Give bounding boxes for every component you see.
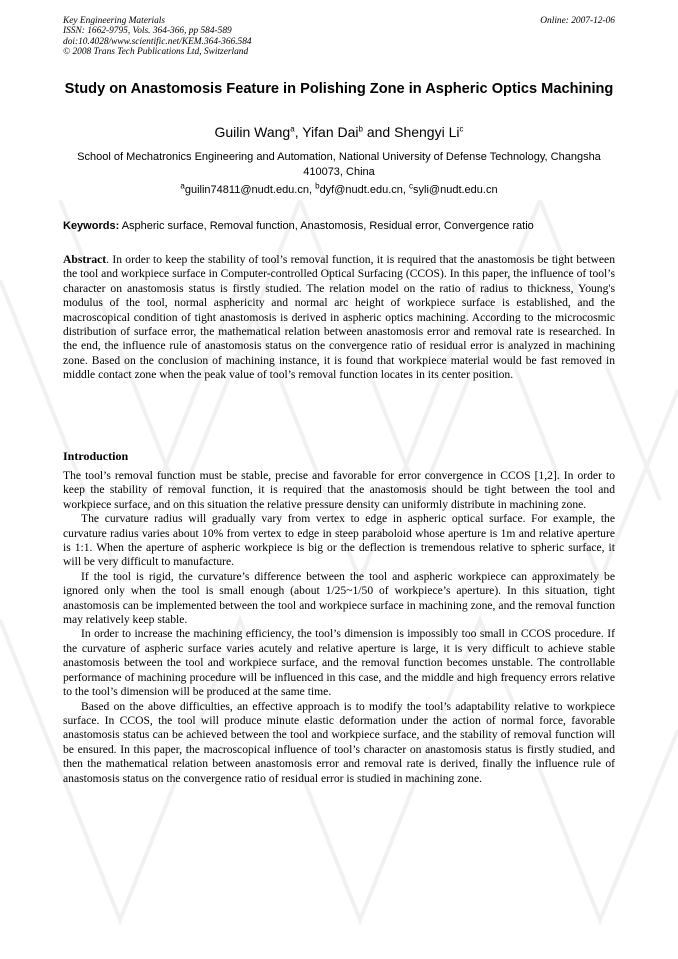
introduction-body bbox=[63, 469, 615, 786]
email-mark: b bbox=[315, 181, 320, 191]
keywords-label: Keywords: bbox=[63, 220, 120, 232]
email-address: dyf@nudt.edu.cn bbox=[319, 184, 403, 196]
author-name: Shengyi Li bbox=[394, 124, 460, 140]
author-emails bbox=[63, 181, 615, 196]
author-list bbox=[63, 124, 615, 140]
author-name: Guilin Wang bbox=[214, 124, 291, 140]
email-address: guilin74811@nudt.edu.cn bbox=[184, 184, 309, 196]
online-date: Online: 2007-12-06 bbox=[540, 16, 615, 26]
author-affiliation-mark: c bbox=[459, 124, 464, 134]
paper-title: Study on Anastomosis Feature in Polishing Zone in Aspheric Optics Machining bbox=[64, 81, 614, 97]
author-affiliation-mark: a bbox=[290, 124, 295, 134]
body-paragraph: If the tool is rigid, the curvature’s difference between the tool and aspheric workpiece can approximately be ignored only when the tool is small enough (about 1/25~1/50 of workpiece’s aperture). In this situation, tight anastomosis can be implemented between the tool and workpiece surface in machining zone, and the removal function may relatively keep stable. bbox=[63, 569, 615, 627]
section-heading-introduction: Introduction bbox=[63, 449, 129, 463]
author-affiliation: School of Mechatronics Engineering and Automation, National University of Defense Technology, Changsha 410073, China bbox=[77, 151, 601, 178]
journal-metadata bbox=[63, 16, 252, 57]
body-paragraph: In order to increase the machining efficiency, the tool’s dimension is impossibly too small in CCOS procedure. If the curvature of aspheric surface varies acutely and relative aperture is large, it is very difficult to achieve stable anastomosis between the tool and workpiece surface, and the removal function becomes unstable. The controllable performance of machining procedure will be influenced in this case, and the middle and high frequency errors relative to the tool’s dimension will be produced at the same time. bbox=[63, 627, 615, 699]
journal-doi: doi:10.4028/www.scientific.net/KEM.364-366.584 bbox=[63, 36, 252, 47]
keywords-line bbox=[63, 220, 623, 232]
email-mark: a bbox=[180, 181, 185, 191]
email-separator: , bbox=[308, 184, 316, 196]
keywords-text: Aspheric surface, Removal function, Anastomosis, Residual error, Convergence ratio bbox=[121, 220, 534, 232]
abstract-label: Abstract bbox=[63, 253, 107, 266]
email-mark: c bbox=[409, 181, 414, 191]
author-separator: and bbox=[362, 124, 395, 140]
body-paragraph: The curvature radius will gradually vary from vertex to edge in aspheric optical surface. For example, the curvature radius varies about 10% from vertex to edge in steep paraboloid whose aperture is 1m and relative aperture is 1:1. When the aperture of aspheric workpiece is big or the deflection is tremendous relative to spheric surface, it will be very difficult to manufacture. bbox=[63, 512, 615, 569]
abstract-text: . In order to keep the stability of tool’s removal function, it is required that the anastomosis be tight between the tool and workpiece surface in Computer-controlled Optical Surfacing (CCOS). In this paper, the influence of tool’s character on anastomosis status is firstly studied. The relation model on the ratio of radius to thickness, Young's modulus of the tool, normal asphericity and normal arc height of workpiece surface is established, and the macroscopical condition of tight anastomosis is derived in aspheric optics machining. According to the microcosmic distribution of surface error, the mathematical relation between anastomosis error and removal rate is researched. In the end, the influence rule of anastomosis status on the convergence ratio of residual error is analyzed in machining zone. Based on the conclusion of machining instance, it is found that workpiece material would be fast removed in middle contact zone when the peak value of tool’s removal function locates in its center position. bbox=[63, 253, 615, 382]
author-name: Yifan Dai bbox=[302, 124, 359, 140]
journal-copyright: © 2008 Trans Tech Publications Ltd, Switzerland bbox=[63, 46, 249, 57]
author-affiliation-mark: b bbox=[358, 124, 363, 134]
abstract bbox=[63, 253, 615, 383]
journal-issn: ISSN: 1662-9795, Vols. 364-366, pp 584-589 bbox=[63, 26, 232, 37]
email-separator: , bbox=[402, 184, 410, 196]
body-paragraph: The tool’s removal function must be stable, precise and favorable for error convergence in CCOS [1,2]. In order to keep the stability of removal function, it is required that the anastomosis should be tight between the tool and workpiece surface, and on this situation the relative pressure density can uniformly distribute in machining zone. bbox=[63, 469, 615, 511]
author-separator: , bbox=[294, 124, 303, 140]
body-paragraph: Based on the above difficulties, an effective approach is to modify the tool’s adaptability relative to workpiece surface. In CCOS, the tool will produce minute elastic deformation under the action of normal force, favorable anastomosis status can be achieved between the tool and workpiece surface, and the stability of removal function will be ensured. In this paper, the macroscopical influence of tool’s character on anastomosis status is firstly studied, and then the mathematical relation between anastomosis error and removal rate is derived, finally the influence rule of anastomosis status on the convergence ratio of residual error is studied in machining zone. bbox=[63, 699, 615, 785]
journal-name: Key Engineering Materials bbox=[63, 16, 166, 26]
email-address: syli@nudt.edu.cn bbox=[413, 184, 498, 196]
